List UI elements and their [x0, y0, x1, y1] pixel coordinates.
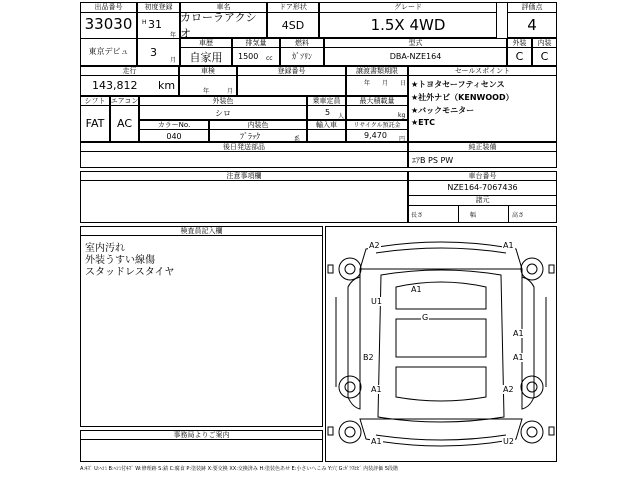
loadcap-label: 最大積載量 — [359, 97, 395, 105]
loadcap-unit: kg — [398, 112, 406, 119]
grade-value: 1.5X 4WD — [370, 16, 446, 34]
dims-label: 諸元 — [475, 196, 490, 204]
damage-mark-b2: B2 — [363, 353, 374, 362]
recycle-label: リサイクル預託金 — [353, 122, 401, 129]
mileage-label: 走行 — [122, 67, 137, 75]
displacement-value: 1500 — [238, 52, 259, 61]
damage-mark-a1-right-mid: A1 — [513, 329, 524, 338]
damage-mark-u1-left: U1 — [371, 297, 382, 306]
shift-label: シフト — [84, 97, 106, 105]
doc-day: 日 — [400, 80, 407, 87]
capacity-label: 乗車定員 — [312, 97, 341, 105]
displacement-label: 排気量 — [245, 39, 267, 47]
sales-point-4: ★ETC — [411, 118, 435, 127]
damage-mark-a1-top: A1 — [503, 241, 514, 250]
aftermarket-label: 後日発送部品 — [223, 143, 265, 151]
genuine-value: ｴｱB PS PW — [412, 156, 454, 165]
dims-length: 長さ — [411, 212, 424, 219]
office-label: 事務局よりご案内 — [173, 431, 230, 439]
genuine-label: 純正装備 — [468, 143, 497, 151]
damage-mark-a2-right-rear: A2 — [503, 385, 514, 394]
month-unit: 月 — [170, 57, 177, 64]
fuel-label: 燃料 — [295, 39, 309, 47]
door-value: 4SD — [281, 18, 305, 32]
car-name-label: 車名 — [216, 3, 231, 11]
colorno-label: カラーNo. — [157, 121, 191, 129]
damage-mark-g: G — [422, 313, 429, 322]
color-label: 外装色 — [212, 97, 234, 105]
lot-number: 33030 — [84, 15, 133, 33]
ext-value: C — [515, 50, 524, 63]
damage-mark-a1-bottom: A1 — [371, 437, 382, 446]
inspection-year: 年 — [203, 88, 210, 95]
doc-month: 月 — [382, 80, 389, 87]
model-value: DBA-NZE164 — [389, 52, 442, 61]
damage-diagram — [325, 226, 557, 462]
notes-label: 注意事項欄 — [226, 172, 262, 180]
capacity-value: 5 — [325, 108, 331, 117]
ac-label: エアコン — [110, 97, 139, 105]
import-label: 輸入車 — [316, 121, 337, 129]
capacity-unit: 人 — [338, 113, 345, 120]
usage-value: 自家用 — [189, 50, 223, 64]
colorno-value: 040 — [166, 131, 182, 141]
damage-mark-u2: U2 — [503, 437, 514, 446]
inspector-line-3: スタッドレスタイヤ — [85, 267, 175, 278]
dims-width: 幅 — [470, 212, 477, 219]
intcolor-label: 内装色 — [247, 121, 269, 129]
car-name: カローラアクシオ — [180, 11, 257, 40]
damage-mark-a1-left-rear: A1 — [371, 385, 382, 394]
inspector-line-2: 外装うすい線傷 — [85, 255, 155, 266]
mileage-unit: km — [158, 79, 176, 92]
int-value: C — [540, 50, 549, 63]
dims-height: 高さ — [512, 212, 525, 219]
score-label: 評価点 — [521, 3, 543, 11]
recycle-value: 9,470 — [364, 131, 387, 140]
lot-label: 出品番号 — [94, 3, 123, 11]
sales-points-label: セールスポイント — [454, 67, 511, 75]
year-value: 31 — [148, 18, 162, 31]
sales-point-3: ★バックモニター — [411, 106, 475, 115]
shift-value: FAT — [85, 117, 105, 130]
mileage-value: 143,812 — [92, 79, 138, 92]
fuel-value: ｶﾞｿﾘﾝ — [292, 52, 312, 61]
inspection-label: 車検 — [201, 67, 215, 75]
score-value: 4 — [527, 16, 537, 34]
sales-point-2: ★社外ナビ（KENWOOD） — [411, 93, 514, 102]
recycle-unit: 円 — [399, 136, 406, 143]
intcolor-value: ﾌﾞﾗｯｸ — [240, 132, 260, 141]
ext-label: 外装 — [512, 39, 527, 47]
era-prefix: H — [142, 19, 147, 26]
ac-value: AC — [116, 117, 132, 130]
chassis-label: 車台番号 — [468, 172, 497, 180]
doc-label: 譲渡書類期限 — [356, 67, 398, 75]
damage-legend: A:ｷｽﾞ U:ﾍｺﾐ B:ﾍｺﾐ付ｷｽﾞ W:修理跡 S:錆 C:腐食 P:塗装跡 X:要交換 XX:交換済み H:塗装色あせ E:小さいへこみ Y:穴 G:ｶﾞﾗｽﾋﾋﾞ 内装評価 5段階 — [80, 466, 399, 472]
month-value: 3 — [150, 46, 157, 59]
venue-name: 東京デビュ — [88, 46, 129, 56]
doc-year: 年 — [364, 80, 371, 87]
regno-label: 登録番号 — [277, 67, 306, 75]
car-outline-svg — [326, 227, 556, 461]
door-label: ドア形状 — [279, 3, 307, 11]
inspection-month: 月 — [227, 88, 234, 95]
intcolor-suffix: 系 — [294, 136, 301, 143]
year-unit: 年 — [170, 32, 177, 39]
inspector-line-1: 室内汚れ — [85, 243, 125, 254]
usage-label: 車歴 — [199, 39, 213, 47]
grade-label: グレード — [394, 3, 422, 11]
model-label: 型式 — [408, 39, 423, 47]
first-reg-label: 初度登録 — [144, 3, 173, 11]
damage-mark-a2-top: A2 — [369, 241, 380, 250]
inspector-label: 検査員記入欄 — [180, 227, 223, 235]
color-value: シロ — [215, 108, 231, 118]
chassis-value: NZE164-7067436 — [447, 183, 518, 192]
damage-mark-a1-hood: A1 — [411, 285, 422, 294]
displacement-unit: cc — [266, 55, 273, 62]
int-label: 内装 — [537, 39, 552, 47]
damage-mark-a1-right-low: A1 — [513, 353, 524, 362]
sales-point-1: ★トヨタセーフティセンス — [411, 80, 505, 89]
